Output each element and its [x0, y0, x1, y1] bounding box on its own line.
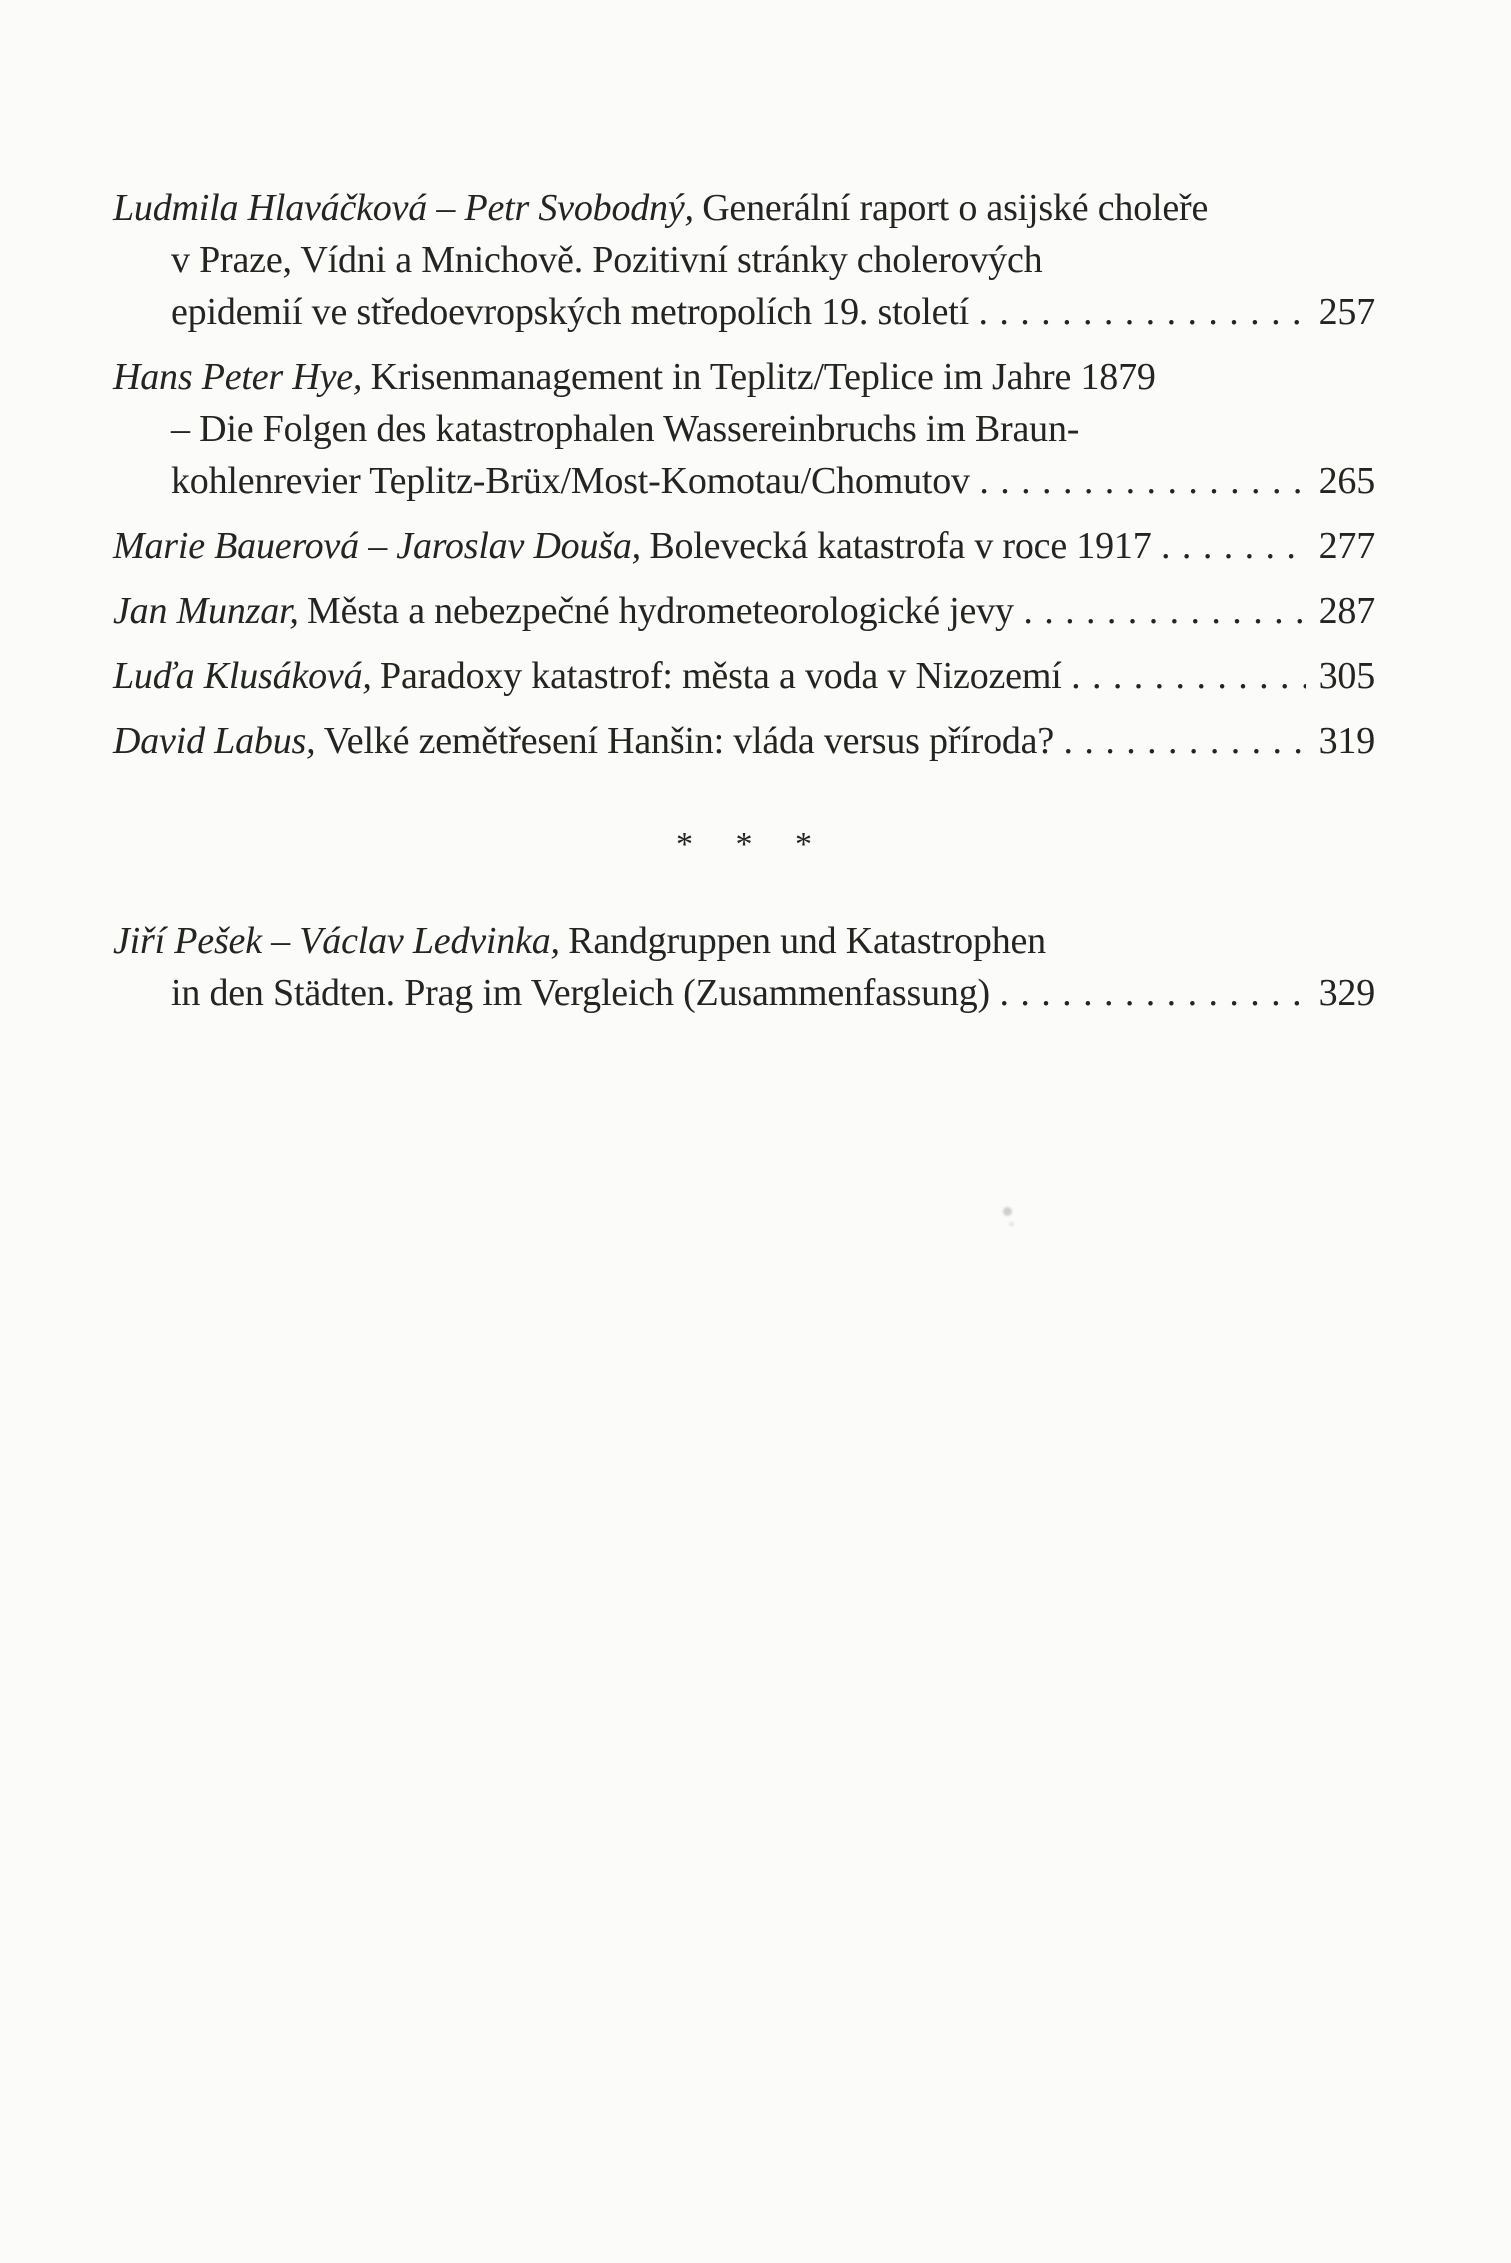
- table-of-contents: [113, 182, 1375, 1032]
- entry-title: Generální raport o asijské choleře: [702, 187, 1209, 229]
- author-name: Jan Munzar,: [113, 590, 299, 632]
- dot-leader: [969, 286, 1306, 338]
- page-number: 319: [1318, 720, 1375, 762]
- entry-first-line: [113, 915, 1375, 967]
- entry-last-line-text: in den Städten. Prag im Vergleich (Zusammenfassung): [171, 972, 990, 1014]
- page-number: 265: [1318, 460, 1375, 502]
- entry-continuation-line: v Praze, Vídni a Mnichově. Pozitivní stránky cholerových: [171, 239, 1043, 281]
- author-name: Jiří Pešek – Václav Ledvinka,: [113, 920, 560, 962]
- entry-title: Bolevecká katastrofa v roce 1917: [649, 525, 1152, 567]
- entry-last-line: [113, 650, 1375, 702]
- entry-text: [113, 585, 1014, 637]
- entry-title: Krisenmanagement in Teplitz/Teplice im Jahre 1879: [370, 356, 1156, 398]
- dot-leader: [1152, 520, 1307, 572]
- page-number: 277: [1318, 525, 1375, 567]
- page-number: 329: [1318, 972, 1375, 1014]
- entry-title: Města a nebezpečné hydrometeorologické jevy: [307, 590, 1014, 632]
- toc-entry-pesek-ledvinka: [113, 915, 1375, 1019]
- dot-leader: [1062, 650, 1307, 702]
- entry-first-line: [113, 351, 1375, 403]
- page-number: 287: [1318, 590, 1375, 632]
- toc-entry-labus: [113, 715, 1375, 767]
- dot-leader: [970, 455, 1307, 507]
- entry-continuation-line: – Die Folgen des katastrophalen Wassereinbruchs im Braun-: [171, 408, 1080, 450]
- entry-text: [113, 650, 1062, 702]
- entry-last-line: [113, 520, 1375, 572]
- dot-leader: [1054, 715, 1306, 767]
- entry-last-line: [113, 286, 1375, 338]
- page-number: 257: [1318, 291, 1375, 333]
- author-name: David Labus,: [113, 720, 316, 762]
- dot-leader: [990, 967, 1306, 1019]
- entry-title: Randgruppen und Katastrophen: [568, 920, 1046, 962]
- toc-entry-hlavackova-svobodny: [113, 182, 1375, 338]
- entry-last-line-text: epidemií ve středoevropských metropolích 19. století: [171, 291, 969, 333]
- toc-entry-hye: [113, 351, 1375, 507]
- toc-entry-klusakova: [113, 650, 1375, 702]
- author-name: Luďa Klusáková,: [113, 655, 372, 697]
- author-name: Hans Peter Hye,: [113, 356, 363, 398]
- scan-artifact-speck: [1003, 1207, 1012, 1216]
- entry-title: Paradoxy katastrof: města a voda v Nizozemí: [380, 655, 1062, 697]
- toc-entry-munzar: [113, 585, 1375, 637]
- dot-leader: [1014, 585, 1307, 637]
- author-name: Marie Bauerová – Jaroslav Douša,: [113, 525, 641, 567]
- entry-last-line: [113, 585, 1375, 637]
- author-name: Ludmila Hlaváčková – Petr Svobodný,: [113, 187, 694, 229]
- entry-last-line: [113, 455, 1375, 507]
- entry-first-line: [113, 182, 1375, 234]
- entry-text: [113, 520, 1152, 572]
- entry-last-line: [113, 967, 1375, 1019]
- entry-text: [113, 715, 1054, 767]
- scan-artifact-speck: [1009, 1222, 1014, 1226]
- entry-last-line-text: kohlenrevier Teplitz-Brüx/Most-Komotau/Chomutov: [171, 460, 970, 502]
- toc-entry-bauerova-dousa: [113, 520, 1375, 572]
- page-number: 305: [1318, 655, 1375, 697]
- separator-stars: * * *: [676, 826, 829, 863]
- entry-last-line: [113, 715, 1375, 767]
- entry-title: Velké zemětřesení Hanšin: vláda versus příroda?: [323, 720, 1055, 762]
